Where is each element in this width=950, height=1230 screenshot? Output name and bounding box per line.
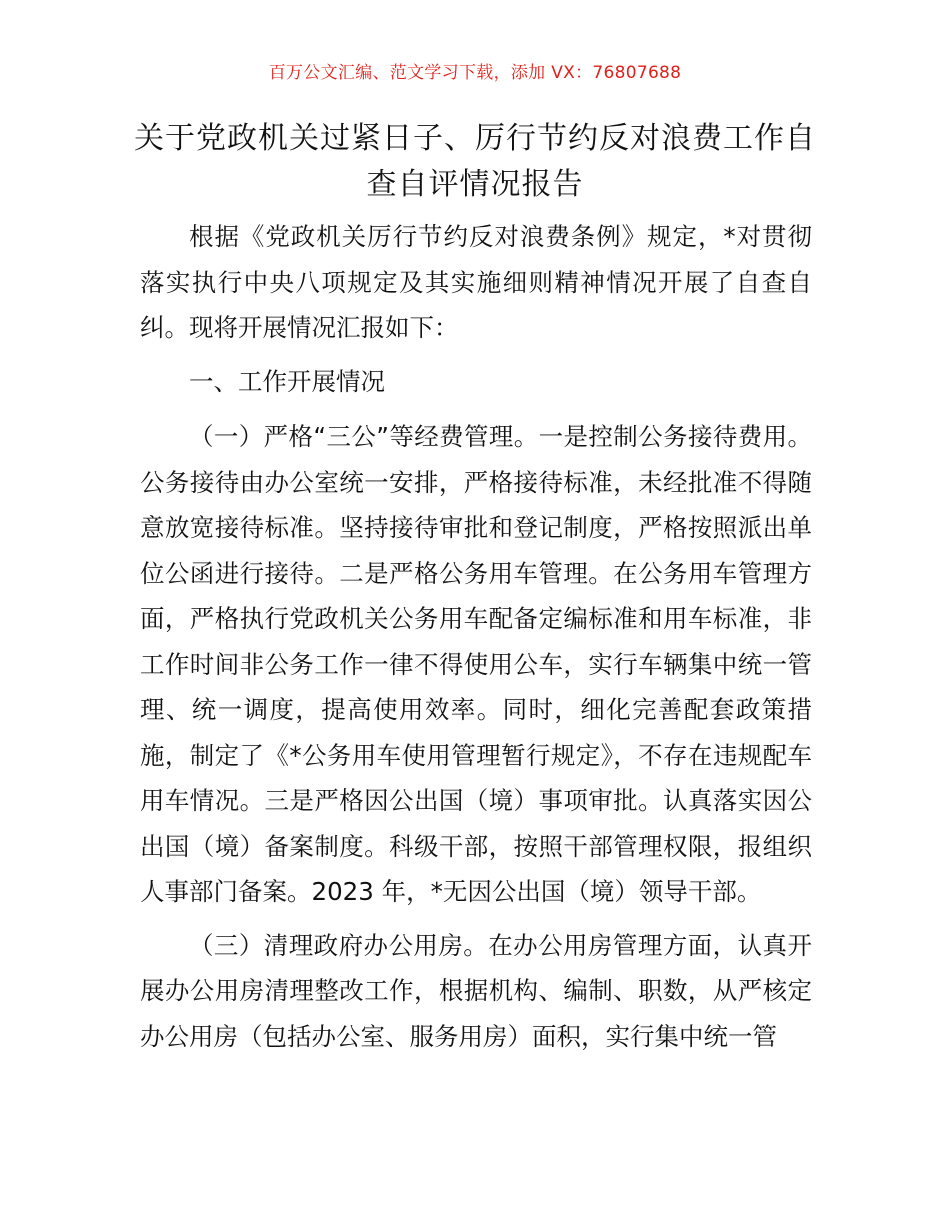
document-title: 关于党政机关过紧日子、厉行节约反对浪费工作自查自评情况报告 bbox=[134, 121, 816, 202]
promo-header-text: 百万公文汇编、范文学习下载，添加 VX：76807688 bbox=[268, 63, 682, 83]
section-heading: 一、工作开展情况 bbox=[189, 366, 385, 396]
intro-paragraph: 根据《党政机关厉行节约反对浪费条例》规定，*对贯彻落实执行中央八项规定及其实施细则精神情况开展了自查自纠。现将开展情况汇报如下： bbox=[140, 222, 812, 342]
body-paragraph: （三）清理政府办公用房。在办公用房管理方面，认真开展办公用房清理整改工作，根据机构、编制、职数，从严核定办公用房（包括办公室、服务用房）面积，实行集中统一管 bbox=[140, 930, 812, 1051]
document-body bbox=[140, 214, 812, 1067]
body-paragraph: （一）严格“三公”等经费管理。一是控制公务接待费用。公务接待由办公室统一安排，严格接待标准，未经批准不得随意放宽接待标准。坚持接待审批和登记制度，严格按照派出单位公函进行接待。二是严格公务用车管理。在公务用车管理方面，严格执行党政机关公务用车配备定编标准和用车标准，非工作时间非公务工作一律不得使用公车，实行车辆集中统一管理、统一调度，提高使用效率。同时，细化完善配套政策措施，制定了《*公务用车使用管理暂行规定》，不存在违规配车用车情况。三是严格因公出国（境）事项审批。认真落实因公出国（境）备案制度。科级干部，按照干部管理权限，报组织人事部门备案。2023 年，*无因公出国（境）领导干部。 bbox=[140, 422, 812, 906]
